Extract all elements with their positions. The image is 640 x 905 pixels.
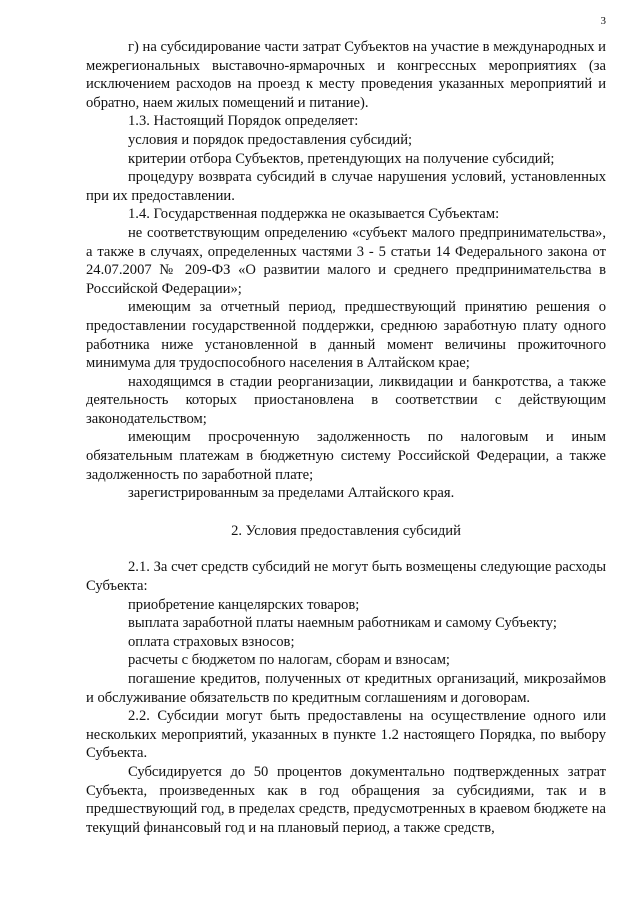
paragraph-insurance: оплата страховых взносов; — [128, 633, 295, 650]
paragraph-return-procedure: процедуру возврата субсидий в случае нарушения условий, установленных при их предоставлении. — [86, 169, 606, 204]
paragraph-1-4-intro: 1.4. Государственная поддержка не оказывается Субъектам: — [128, 206, 500, 223]
paragraph-reorganization: находящимся в стадии реорганизации, ликвидации и банкротства, а также деятельность которых приостановлена в соответствии с действующим законодательством; — [86, 373, 606, 427]
document-body — [86, 38, 606, 837]
paragraph-2-2: 2.2. Субсидии могут быть предоставлены на осуществление одного или нескольких мероприятий, указанных в пункте 1.2 настоящего Порядка, по выбору Субъекта. — [86, 708, 606, 762]
paragraph-subsidy-exhibitions: г) на субсидирование части затрат Субъектов на участие в международных и межрегиональных выставочно-ярмарочных и конгрессных мероприятиях (за исключением расходов на проезд к месту проведения указанных мероприятий и обратно, наем жилых помещений и питание). — [86, 39, 606, 111]
paragraph-1-3-intro: 1.3. Настоящий Порядок определяет: — [128, 113, 359, 130]
paragraph-overdue-debt: имеющим просроченную задолженность по налоговым и иным обязательным платежам в бюджетную систему Российской Федерации, а также задолженность по заработной плате; — [86, 429, 606, 483]
paragraph-subsidy-percent: Субсидируется до 50 процентов документально подтвержденных затрат Субъекта, произведенных как в год обращения за субсидиями, так и в предшествующий год, в пределах средств, предусмотренных в краевом бюджете на текущий финансовый год и на плановый период, а также средств, — [86, 763, 606, 836]
paragraph-low-salary: имеющим за отчетный период, предшествующий принятию решения о предоставлении государственной поддержки, среднюю заработную плату одного работника ниже установленной в данный момент величины прожиточного минимума для трудоспособного населения в Алтайском крае; — [86, 299, 606, 372]
paragraph-2-1-intro: 2.1. За счет средств субсидий не могут быть возмещены следующие расходы Субъекта: — [86, 559, 606, 595]
paragraph-registered-outside: зарегистрированным за пределами Алтайского края. — [128, 485, 455, 502]
paragraph-loan-repayment: погашение кредитов, полученных от кредитных организаций, микрозаймов и обслуживание обязательств по кредитным соглашениям и договорам. — [86, 671, 606, 706]
paragraph-budget-settlements: расчеты с бюджетом по налогам, сборам и взносам; — [128, 652, 450, 669]
paragraph-conditions-procedure: условия и порядок предоставления субсидий; — [128, 131, 413, 148]
paragraph-stationery: приобретение канцелярских товаров; — [128, 596, 360, 613]
section-heading: 2. Условия предоставления субсидий — [231, 522, 461, 539]
page-number: 3 — [600, 15, 606, 27]
paragraph-salary: выплата заработной платы наемным работникам и самому Субъекту; — [128, 615, 557, 632]
paragraph-selection-criteria: критерии отбора Субъектов, претендующих на получение субсидий; — [128, 150, 555, 167]
paragraph-not-small-business: не соответствующим определению «субъект малого предпринимательства», а также в случаях, определенных частями 3 - 5 статьи 14 Федерального закона от 24.07.2007 № 209-ФЗ «О развитии малого и среднего предпринимательства в Российской Федерации»; — [86, 224, 606, 297]
